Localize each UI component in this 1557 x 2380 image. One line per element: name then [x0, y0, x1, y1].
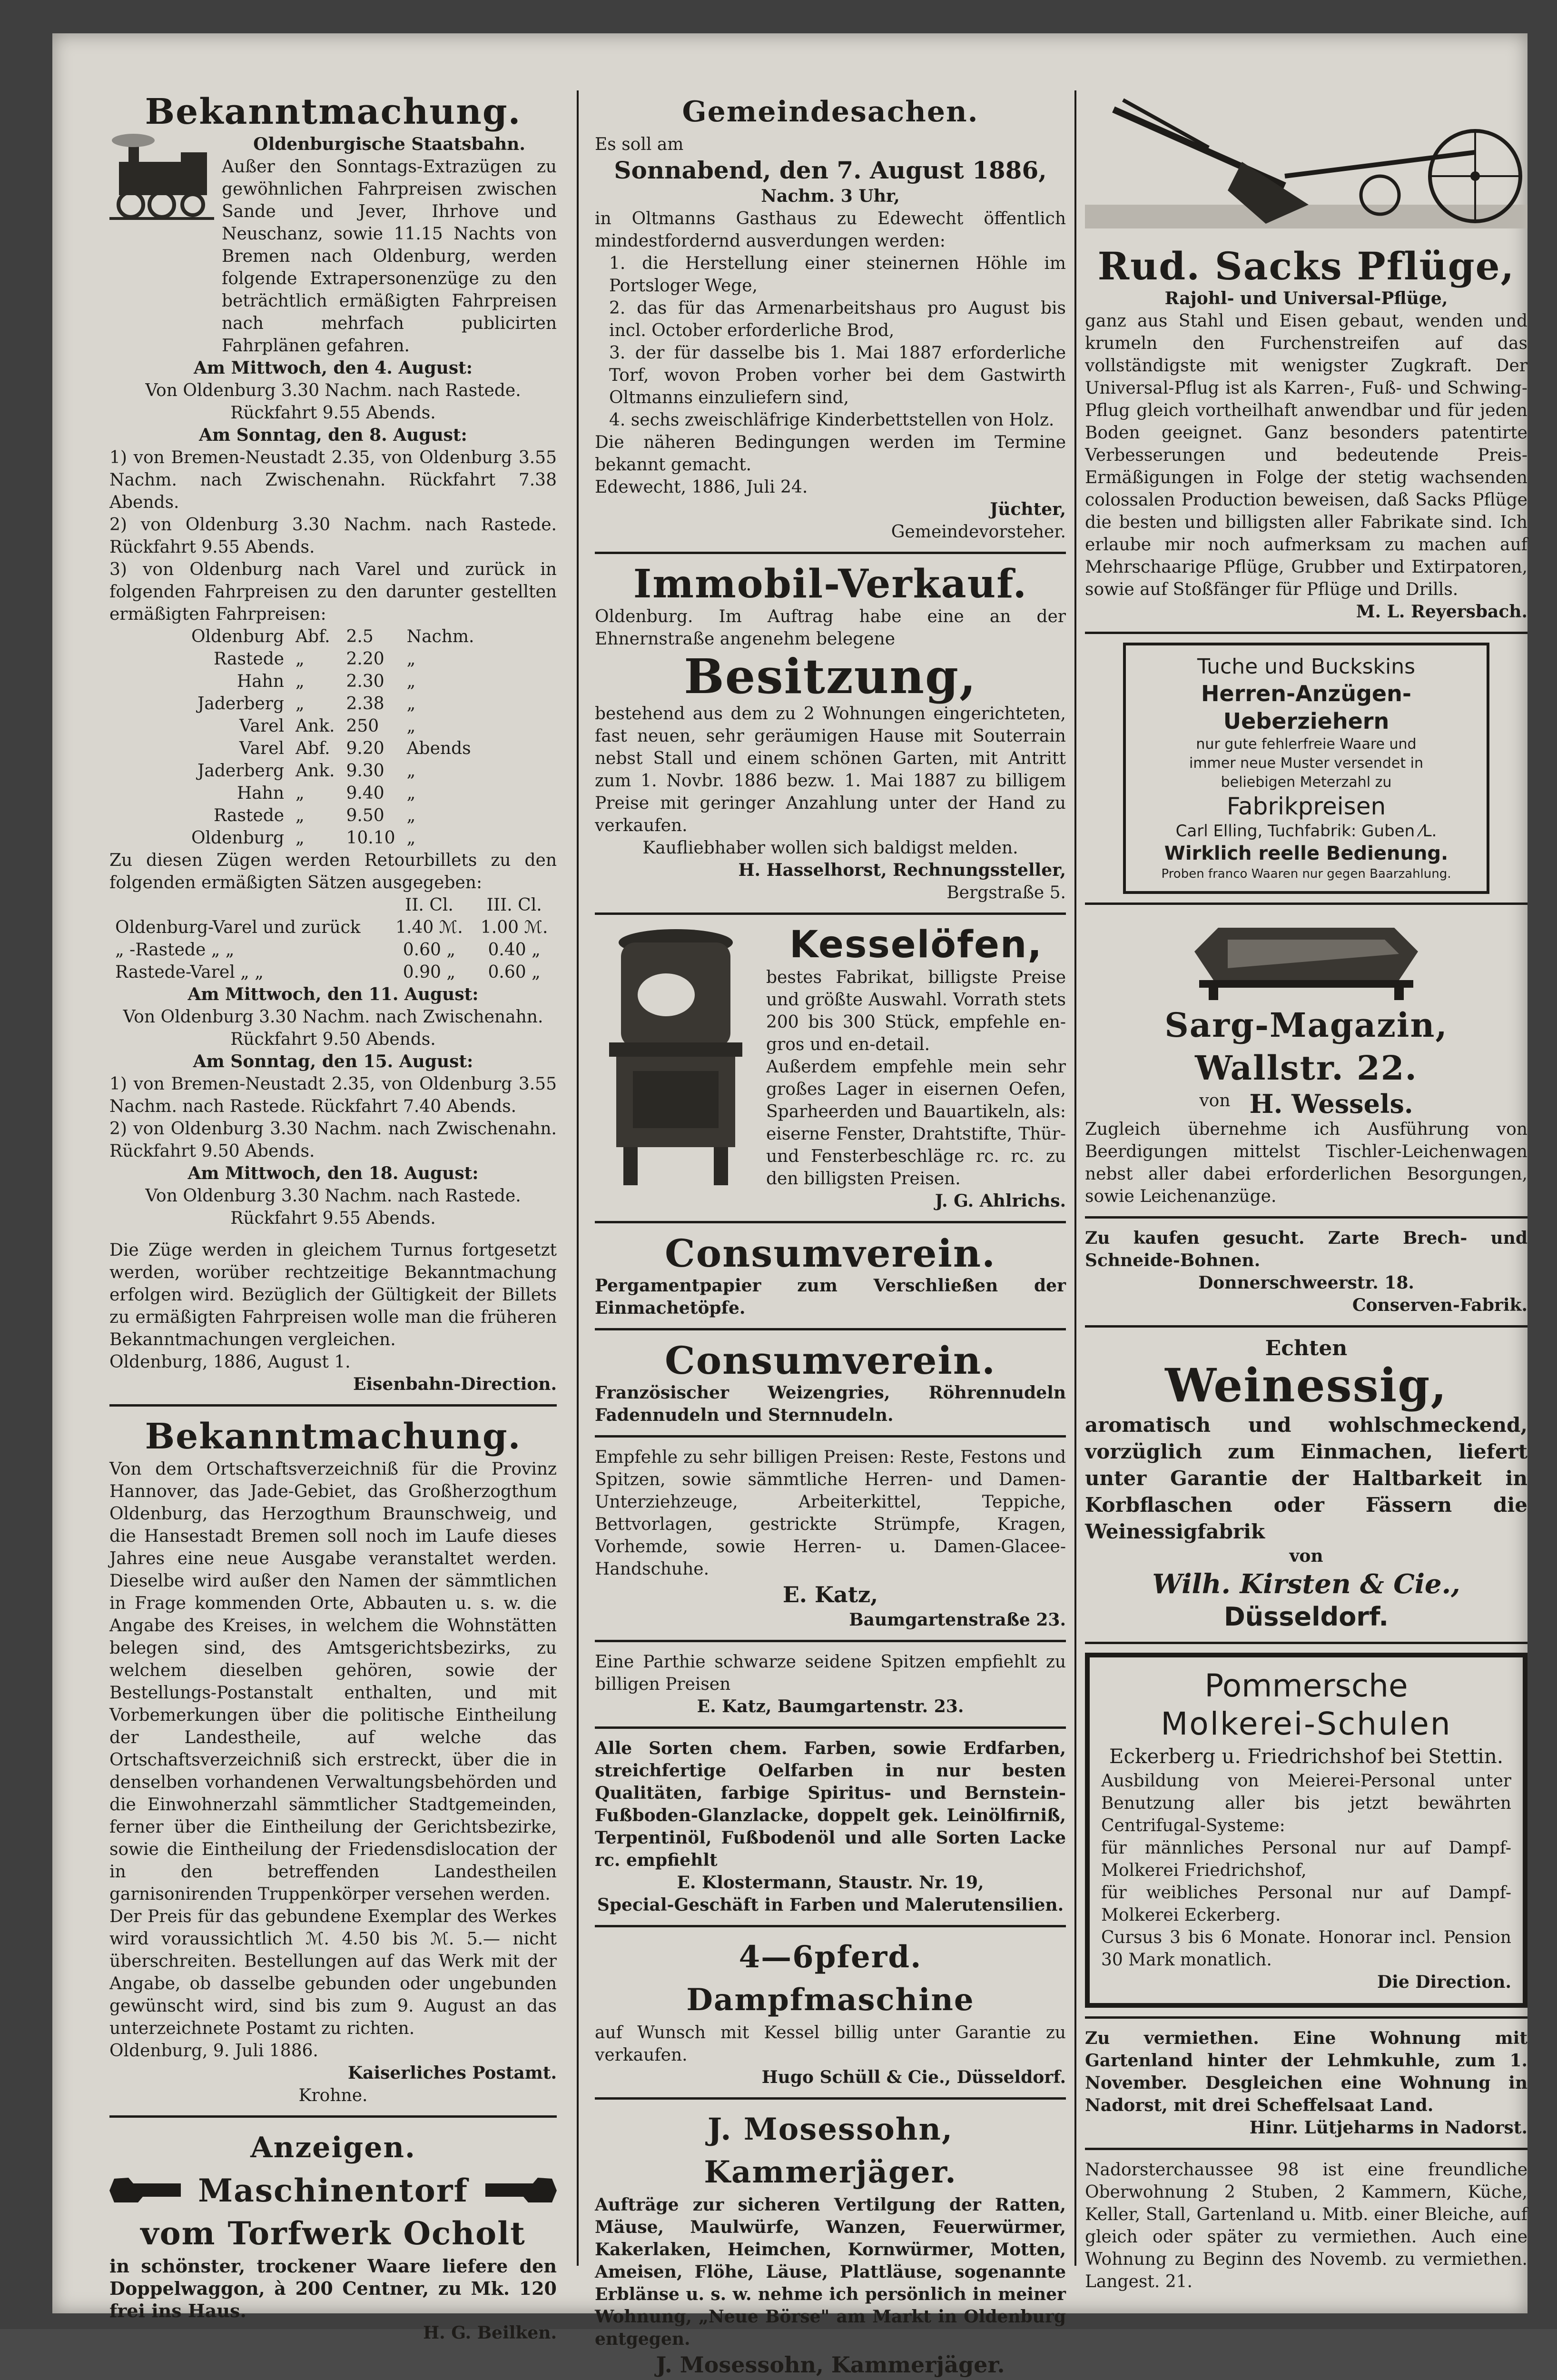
dairy-school-location: Eckerberg u. Friedrichshof bei Stettin.	[1109, 1745, 1504, 1768]
rail-notice-signature: Eisenbahn-Direction.	[353, 1374, 557, 1394]
property-text: bestehend aus dem zu 2 Wohnungen eingerichteten, fast neuen, sehr geräumigen Hause mit Souterrain nebst Stall und einem schönen Garten, mit Antritt zum 1. Novbr. 1886 bezw. 1. Mai 1887 zu billigem Preise mit geringer Anzahlung unter der Hand zu verkaufen.	[595, 704, 1066, 835]
rail-notice-intro: Außer den Sonntags-Extrazügen zu gewöhnlichen Fahrpreisen zwischen Sande und Jever, Ihrhove und Neuschanz, sowie 11.15 Nachts von Bremen nach Oldenburg, werden folgende Extrapersonenzüge zu den beträchtlich ermäßigten Fahrpreisen nach mehrfach publicirten Fahrplänen gefahren.	[222, 157, 557, 356]
steam-engine-signature: Hugo Schüll & Cie., Düsseldorf.	[761, 2067, 1066, 2087]
date-heading: Am Sonntag, den 15. August:	[193, 1051, 473, 1071]
timetable-cell: „	[406, 649, 416, 669]
plough-ad-subtitle: Rajohl- und Universal-Pflüge,	[1164, 288, 1448, 308]
column-rule-1	[577, 90, 579, 2266]
timetable-cell: Abends	[406, 739, 471, 758]
timetable-cell: „	[296, 649, 305, 669]
date-heading: Am Mittwoch, den 18. August:	[187, 1163, 479, 1183]
post-notice-text: Der Preis für das gebundene Exemplar des Werkes wird voraussichtlich ℳ. 4.50 bis ℳ. 5.— nicht überschreiten. Bestellungen auf das Werk mit der Angabe, ob dasselbe gebunden oder ungebunden gewünscht wird, sind bis zum 9. August an das unterzeichnete Postamt zu richten.	[109, 1907, 557, 2038]
beans-ad-text: Zu kaufen gesucht. Zarte Brech- und Schneide-Bohnen.	[1085, 1228, 1527, 1270]
ads-heading: Anzeigen.	[250, 2131, 416, 2164]
cloth-ad-line: beliebigen Meterzahl zu	[1221, 774, 1392, 791]
plough-ad-title: Rud. Sacks Pflüge,	[1097, 244, 1515, 288]
price-row	[109, 961, 557, 983]
divider	[1085, 2148, 1527, 2150]
timetable-row	[186, 782, 480, 804]
municipal-line: in Oltmanns Gasthaus zu Edewecht öffentlich mindestfordernd ausverdungen werden:	[595, 209, 1066, 251]
date-heading: Am Mittwoch, den 11. August:	[187, 984, 479, 1004]
municipal-signature: Jüchter,	[990, 499, 1066, 519]
property-signature-address: Bergstraße 5.	[946, 883, 1066, 902]
timetable-cell: „	[406, 694, 416, 714]
pest-control-name: J. Mosessohn, Kammerjäger.	[656, 2352, 1005, 2378]
price-head: III. Cl.	[486, 895, 542, 915]
vinegar-ad-line: von	[1289, 1546, 1323, 1566]
dairy-school-title: Molkerei-Schulen	[1161, 1706, 1452, 1742]
cloth-ad-line: Proben franco Waaren nur gegen Baarzahlung.	[1161, 867, 1451, 881]
peat-ad-text: in schönster, trockener Waare liefere den Doppelwaggon, à 200 Centner, zu Mk. 120 frei ins Haus.	[109, 2255, 557, 2321]
price-cell: 0.40 „	[488, 940, 541, 960]
property-text: Kaufliebhaber wollen sich baldigst melden.	[642, 838, 1018, 858]
divider	[1085, 2016, 1527, 2019]
property-title: Immobil-Verkauf.	[633, 561, 1028, 607]
return-ticket-note: Zu diesen Zügen werden Retourbillets zu den folgenden ermäßigten Sätzen ausgegeben:	[109, 851, 557, 892]
divider	[595, 1221, 1066, 1223]
timetable-cell: Abf.	[296, 739, 330, 758]
timetable-cell: Oldenburg	[191, 828, 285, 848]
vinegar-ad-text: aromatisch und wohlschmeckend, vorzüglich zum Einmachen, liefert unter Garantie der Haltbarkeit in Korbflaschen oder Fässern die Weinessigfabrik	[1085, 1413, 1527, 1543]
timetable-cell: Ank.	[296, 761, 335, 781]
timetable-cell: 2.30	[346, 672, 384, 691]
cloth-ad-heading: Fabrikpreisen	[1226, 793, 1386, 820]
steam-engine-text: auf Wunsch mit Kessel billig unter Garantie zu verkaufen.	[595, 2023, 1066, 2065]
dairy-school-text: Ausbildung von Meierei-Personal unter Benutzung aller bis jetzt bewährten Centrifugal-Systeme:	[1101, 1771, 1511, 1835]
price-cell: 1.40 ℳ.	[395, 918, 463, 937]
property-signature: H. Hasselhorst, Rechnungssteller,	[738, 860, 1066, 880]
coffin-ad-title: Sarg-Magazin, Wallstr. 22.	[1164, 1005, 1448, 1088]
timetable-row	[186, 648, 480, 670]
cloth-ad-line: immer neue Muster versendet in	[1189, 755, 1423, 772]
beans-ad-signature: Conserven-Fabrik.	[1352, 1295, 1527, 1315]
timetable-cell: Ank.	[296, 716, 335, 736]
timetable-cell: 2.38	[346, 694, 384, 714]
pest-control-text: Aufträge zur sicheren Vertilgung der Ratten, Mäuse, Maulwürfe, Wanzen, Feuerwürmer, Kakerlaken, Heimchen, Kornwürmer, Motten, Ameisen, Flöhe, Läuse, Plattläuse, sogenannte Erblänse u. s. w. nehme ich persönlich in meiner Wohnung, „Neue Börse" am Markt in Oldenburg entgegen.	[595, 2195, 1066, 2349]
pest-control-title: J. Mosessohn, Kammerjäger.	[704, 2112, 957, 2190]
consumverein-text: Pergamentpapier zum Verschließen der Einmachetöpfe.	[595, 1276, 1066, 1318]
timetable-row	[186, 715, 480, 737]
municipal-line: Es soll am	[595, 135, 684, 154]
schedule-line: 1) von Bremen-Neustadt 2.35, von Oldenburg 3.55 Nachm. nach Zwischenahn. Rückfahrt 7.38 Abends.	[109, 448, 557, 512]
timetable-cell: 2.5	[346, 627, 374, 646]
consumverein-title: Consumverein.	[665, 1231, 996, 1276]
timetable-row	[186, 693, 480, 715]
post-notice-signature: Kaiserliches Postamt.	[347, 2063, 557, 2083]
price-head: II. Cl.	[404, 895, 453, 915]
dairy-school-text: für männliches Personal nur auf Dampf-Molkerei Friedrichshof,	[1101, 1838, 1511, 1880]
timetable-cell: Nachm.	[406, 627, 474, 646]
timetable-cell: 9.40	[346, 783, 384, 803]
divider	[595, 1726, 1066, 1729]
dairy-school-title: Pommersche	[1204, 1667, 1408, 1704]
post-notice-signature-name: Krohne.	[298, 2086, 368, 2105]
column-3	[1085, 90, 1527, 2293]
divider	[1085, 902, 1527, 905]
schedule-line: 3) von Oldenburg nach Varel und zurück in folgenden Fahrpreisen zu den darunter gestellten ermäßigten Fahrpreisen:	[109, 560, 557, 624]
divider	[1085, 1642, 1527, 1644]
divider	[595, 1925, 1066, 1927]
divider	[109, 1404, 557, 1407]
municipal-list-item: 2. das für das Armenarbeitshaus pro August bis incl. October erforderliche Brod,	[609, 298, 1066, 340]
divider	[595, 2097, 1066, 2100]
timetable-cell: „	[406, 761, 416, 781]
price-cell: 0.60 „	[403, 940, 456, 960]
divider	[1085, 1216, 1527, 1219]
timetable	[186, 625, 480, 849]
schedule-line: 2) von Oldenburg 3.30 Nachm. nach Rastede. Rückfahrt 9.55 Abends.	[109, 515, 557, 557]
timetable-cell: „	[296, 783, 305, 803]
peat-ad-subheading: vom Torfwerk Ocholt	[140, 2215, 526, 2252]
municipal-list-item: 4. sechs zweischläfrige Kinderbettstellen von Holz.	[609, 410, 1054, 430]
coffin-ad-von: von	[1199, 1091, 1231, 1111]
timetable-row	[186, 625, 480, 648]
pointing-hand-icon	[485, 2174, 557, 2207]
timetable-cell: 9.30	[346, 761, 384, 781]
rail-notice-date: Oldenburg, 1886, August 1.	[109, 1352, 351, 1372]
timetable-cell: 9.20	[346, 739, 384, 758]
cloth-ad-line: Wirklich reelle Bedienung.	[1164, 843, 1449, 864]
lace-ad-signature: E. Katz, Baumgartenstr. 23.	[697, 1696, 964, 1716]
dairy-school-text: für weibliches Personal nur auf Dampf-Molkerei Eckerberg.	[1101, 1883, 1511, 1925]
municipal-list-item: 1. die Herstellung einer steinernen Höhle im Portsloger Wege,	[609, 254, 1066, 296]
timetable-cell: Varel	[239, 716, 285, 736]
municipal-signature-title: Gemeindevorsteher.	[891, 522, 1066, 542]
municipal-time: Nachm. 3 Uhr,	[761, 186, 900, 206]
post-notice-title: Bekanntmachung.	[145, 1416, 522, 1457]
paint-ad-subtitle: Special-Geschäft in Farben und Malerutensilien.	[597, 1895, 1064, 1915]
rent-ad-text: Zu vermiethen. Eine Wohnung mit Gartenland hinter der Lehmkuhle, zum 1. November. Desgleichen eine Wohnung in Nadorst, mit drei Scheffelsaat Land.	[1085, 2028, 1527, 2115]
timetable-row	[186, 804, 480, 827]
property-text: Oldenburg. Im Auftrag habe eine an der Ehnernstraße angenehm belegene	[595, 607, 1066, 649]
cloth-ad-line: Tuche und Buckskins	[1197, 654, 1416, 679]
kettle-stove-illustration	[595, 923, 757, 1190]
cloth-ad-line: Carl Elling, Tuchfabrik: Guben ⁄L.	[1175, 822, 1437, 841]
pointing-hand-icon	[109, 2174, 181, 2207]
timetable-cell: „	[406, 806, 416, 825]
column-2	[595, 90, 1066, 2380]
consumverein-title: Consumverein.	[665, 1338, 996, 1383]
coffin-illustration	[1085, 913, 1527, 1004]
municipal-place-date: Edewecht, 1886, Juli 24.	[595, 477, 808, 497]
timetable-cell: „	[296, 806, 305, 825]
plough-ad-text: ganz aus Stahl und Eisen gebaut, wenden und krumeln den Furchenstreifen auf das vollständigste mit wenigster Zugkraft. Der Universal-Pflug ist als Karren-, Fuß- und Schwing-Pflug gleich vortheilhaft anwendbar und für jeden Boden geeignet. Ganz besonders patentirte Verbesserungen und bedeutende Preis-Ermäßigungen in Folge der stetig wachsenden colossalen Production beweisen, daß Sacks Pflüge die besten und billigsten aller Fabrikate sind. Ich erlaube mir noch aufmerksam zu machen auf Mehrschaarige Pflüge, Grubber und Extirpatoren, sowie auf Stoßfänger für Pflüge und Drills.	[1085, 311, 1527, 599]
schedule-line: Rückfahrt 9.55 Abends.	[230, 1209, 436, 1228]
rail-notice-head	[109, 133, 557, 357]
coffin-ad-name: H. Wessels.	[1249, 1089, 1413, 1119]
municipal-list	[595, 252, 1066, 431]
timetable-row	[186, 760, 480, 782]
rent-ad-signature: Hinr. Lütjeharms in Nadorst.	[1249, 2118, 1527, 2138]
timetable-cell: Rastede	[214, 649, 285, 669]
vinegar-ad-city: Düsseldorf.	[1223, 1602, 1389, 1632]
coffin-ad-text: Zugleich übernehme ich Ausführung von Beerdigungen mittelst Tischler-Leichenwagen nebst aller dabei erforderlichen Besorgungen, sowie Leichenanzüge.	[1085, 1120, 1527, 1206]
divider	[595, 912, 1066, 915]
plough-illustration	[1085, 90, 1527, 243]
divider	[109, 2115, 557, 2118]
timetable-cell: Hahn	[237, 783, 285, 803]
timetable-cell: Hahn	[237, 672, 285, 691]
timetable-cell: Varel	[239, 739, 285, 758]
schedule-line: 2) von Oldenburg 3.30 Nachm. nach Zwischenahn. Rückfahrt 9.50 Abends.	[109, 1119, 557, 1161]
divider	[595, 552, 1066, 554]
schedule-line: Rückfahrt 9.50 Abends.	[230, 1030, 436, 1049]
vinegar-ad-company: Wilh. Kirsten & Cie.,	[1152, 1568, 1460, 1600]
katz-ad-address: Baumgartenstraße 23.	[849, 1610, 1066, 1630]
timetable-cell: 2.20	[346, 649, 384, 669]
municipal-line: Die näheren Bedingungen werden im Termine bekannt gemacht.	[595, 433, 1066, 475]
post-notice-text: Von dem Ortschaftsverzeichniß für die Provinz Hannover, das Jade-Gebiet, das Großherzogthum Oldenburg, das Herzogthum Braunschweig, und die Hansestadt Bremen soll noch im Laufe dieses Jahres eine neue Ausgabe veranstaltet werden. Dieselbe wird außer den Namen der sämmtlichen in Frage kommenden Orte, Abbauten u. s. w. die Angabe des Kreises, in welchem die Wohnstätten belegen sind, des Amtsgerichtsbezirks, zu welchem dieselben gehören, sowie der Bestellungs-Postanstalt enthalten, und mit Vorbemerkungen über die politische Eintheilung der Landestheile, auf welche das Ortschaftsverzeichniß sich erstreckt, über die in denselben vorhandenen Verwaltungsbehörden und die Einwohnerzahl sämmtlicher Stadtgemeinden, ferner über die Eintheilung der Gerichtsbezirke, sowie die Eintheilung der Friedensdislocation der in den betreffenden Landestheilen garnisonirenden Truppenkörper versehen werden.	[109, 1459, 557, 1904]
timetable-cell: Rastede	[214, 806, 285, 825]
dairy-school-ad-box	[1085, 1653, 1527, 2008]
schedule-line: Von Oldenburg 3.30 Nachm. nach Rastede.	[145, 1186, 521, 1206]
beans-ad-address: Donnerschweerstr. 18.	[1198, 1273, 1414, 1293]
date-heading: Am Mittwoch, den 4. August:	[193, 358, 473, 378]
cloth-ad-heading: Herren-Anzügen-Ueberziehern	[1201, 681, 1411, 734]
divider	[1085, 632, 1527, 634]
vinegar-ad-title: Weinessig,	[1165, 1359, 1448, 1412]
price-row	[109, 916, 557, 939]
peat-ad-heading: Maschinentorf	[198, 2172, 468, 2209]
consumverein-text: Französischer Weizengries, Röhrennudeln Fadennudeln und Sternnudeln.	[595, 1383, 1066, 1425]
price-table	[109, 894, 557, 983]
timetable-cell: „	[406, 716, 416, 736]
timetable-cell: 10.10	[346, 828, 395, 848]
schedule-line: Rückfahrt 9.55 Abends.	[230, 403, 436, 423]
vinegar-ad-line: Echten	[1265, 1336, 1348, 1360]
katz-ad-text: Empfehle zu sehr billigen Preisen: Reste, Festons und Spitzen, sowie sämmtliche Herren- und Damen-Unterziehzeuge, Arbeiterkittel, Teppiche, Bettvorlagen, gestrickte Strümpfe, Kragen, Vorhemde, sowie Herren- u. Damen-Glacee-Handschuhe.	[595, 1448, 1066, 1579]
timetable-cell: „	[296, 828, 305, 848]
timetable-cell: Jaderberg	[197, 694, 285, 714]
timetable-cell: „	[406, 828, 416, 848]
timetable-row	[186, 670, 480, 693]
municipal-date: Sonnabend, den 7. August 1886,	[614, 156, 1047, 184]
schedule-line: Von Oldenburg 3.30 Nachm. nach Zwischenahn.	[123, 1007, 543, 1027]
plough-ad-signature: M. L. Reyersbach.	[1356, 602, 1527, 622]
divider	[1085, 1325, 1527, 1328]
price-cell: 1.00 ℳ.	[480, 918, 548, 937]
paint-ad-signature: E. Klostermann, Staustr. Nr. 19,	[677, 1873, 984, 1893]
rail-notice-title: Bekanntmachung.	[145, 91, 522, 132]
municipal-title: Gemeindesachen.	[682, 95, 979, 129]
stove-ad-signature: J. G. Ahlrichs.	[935, 1191, 1066, 1211]
locomotive-icon	[109, 133, 214, 224]
column-1	[109, 90, 557, 2344]
column-rule-2	[1074, 90, 1076, 2266]
steam-engine-title: 4—6pferd. Dampfmaschine	[686, 1939, 975, 2018]
timetable-cell: 250	[346, 716, 379, 736]
price-cell: Oldenburg-Varel und zurück	[115, 918, 361, 937]
paint-ad-text: Alle Sorten chem. Farben, sowie Erdfarben, streichfertige Oelfarben in nur besten Qualitäten, farbige Spiritus- und Bernstein-Fußboden-Glanzlacke, doppelt gek. Leinölfirniß, Terpentinöl, Fußbodenöl und alle Sorten Lacke rc. empfiehlt	[595, 1738, 1066, 1870]
stove-ad-text: Außerdem empfehle mein sehr großes Lager in eisernen Oefen, Sparheerden und Bauartikeln, als: eiserne Fenster, Drahtstifte, Thür- und Fensterbeschläge rc. rc. zu den billigsten Preisen.	[766, 1057, 1066, 1189]
cloth-ad-box	[1123, 643, 1489, 894]
timetable-cell: Jaderberg	[197, 761, 285, 781]
dairy-school-signature: Die Direction.	[1377, 1972, 1511, 1992]
municipal-list-item: 3. der für dasselbe bis 1. Mai 1887 erforderliche Torf, wovon Proben vorher bei dem Gastwirth Oltmanns einzuliefern sind,	[609, 343, 1066, 407]
property-heading: Besitzung,	[684, 648, 977, 704]
price-cell: 0.90 „	[403, 962, 456, 982]
peat-ad-signature: H. G. Beilken.	[423, 2323, 557, 2343]
coffin-ad-owner	[1085, 1090, 1527, 1118]
apartment-ad-text: Nadorsterchaussee 98 ist eine freundliche Oberwohnung 2 Stuben, 2 Kammern, Küche, Keller, Stall, Gartenland u. Mitb. einer Bleiche, auf gleich oder später zu vermiethen. Auch eine Wohnung zu Beginn des Novemb. zu vermiethen. Langest. 21.	[1085, 2160, 1527, 2291]
price-cell: Rastede-Varel „ „	[115, 962, 264, 982]
timetable-cell: Oldenburg	[191, 627, 285, 646]
lace-ad-text: Eine Parthie schwarze seidene Spitzen empfiehlt zu billigen Preisen	[595, 1652, 1066, 1694]
price-cell: „ -Rastede „ „	[115, 940, 235, 960]
divider	[595, 1328, 1066, 1330]
stove-ad-title: Kesselöfen,	[789, 923, 1043, 966]
timetable-cell: „	[296, 694, 305, 714]
timetable-row	[186, 737, 480, 760]
pest-control-note	[595, 2379, 1066, 2380]
dairy-school-text: Cursus 3 bis 6 Monate. Honorar incl. Pension 30 Mark monatlich.	[1101, 1928, 1511, 1970]
rail-notice-closing: Die Züge werden in gleichem Turnus fortgesetzt werden, worüber rechtzeitige Bekanntmachung erfolgen wird. Bezüglich der Gültigkeit der Billets zu ermäßigten Fahrpreisen wolle man die früheren Bekanntmachungen vergleichen.	[109, 1240, 557, 1349]
divider	[595, 1640, 1066, 1642]
peat-ad-title	[109, 2169, 557, 2212]
stove-ad	[595, 923, 1066, 1190]
schedule-line: Von Oldenburg 3.30 Nachm. nach Rastede.	[145, 381, 521, 400]
cloth-ad-line: nur gute fehlerfreie Waare und	[1196, 736, 1417, 753]
rail-notice-subtitle: Oldenburgische Staatsbahn.	[253, 134, 525, 154]
schedule-line: 1) von Bremen-Neustadt 2.35, von Oldenburg 3.55 Nachm. nach Rastede. Rückfahrt 7.40 Abends.	[109, 1074, 557, 1116]
date-heading: Am Sonntag, den 8. August:	[199, 425, 467, 445]
timetable-cell: „	[406, 783, 416, 803]
price-row	[109, 939, 557, 961]
katz-ad-name: E. Katz,	[782, 1582, 878, 1607]
timetable-cell: „	[296, 672, 305, 691]
stove-ad-text: bestes Fabrikat, billigste Preise und größte Auswahl. Vorrath stets 200 bis 300 Stück, empfehle en-gros und en-detail.	[766, 968, 1066, 1054]
timetable-cell: Abf.	[296, 627, 330, 646]
timetable-cell: „	[406, 672, 416, 691]
timetable-cell: 9.50	[346, 806, 384, 825]
divider	[595, 1435, 1066, 1438]
post-notice-date: Oldenburg, 9. Juli 1886.	[109, 2041, 318, 2061]
timetable-row	[186, 827, 480, 849]
price-cell: 0.60 „	[488, 962, 541, 982]
